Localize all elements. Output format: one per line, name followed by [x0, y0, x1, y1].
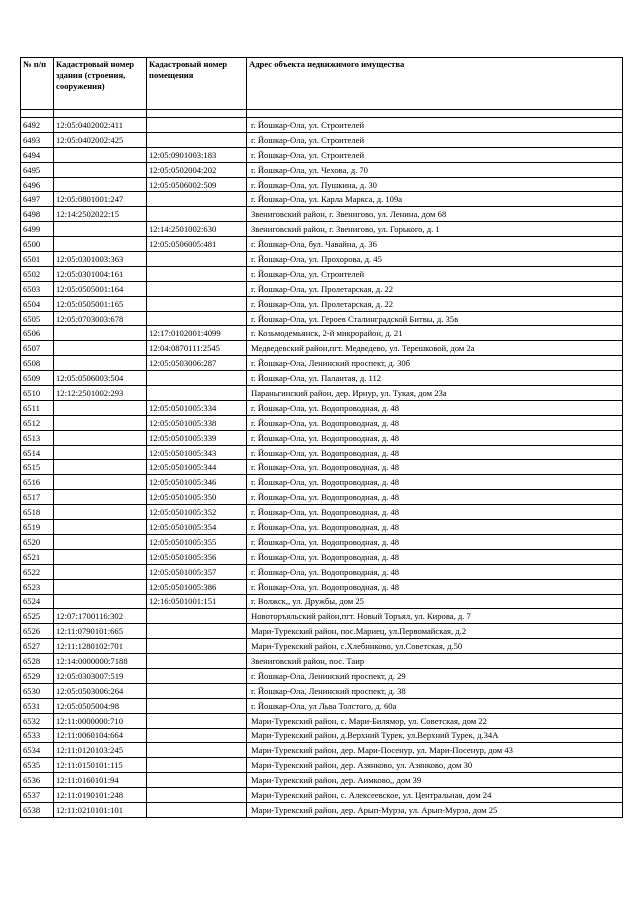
address: г. Йошкар-Ола, ул. Водопроводная, д. 48: [247, 430, 623, 445]
table-row: [21, 475, 623, 490]
room-cadastral-number: [147, 698, 247, 713]
row-number: 6499: [21, 222, 54, 237]
room-cadastral-number: [147, 609, 247, 624]
row-number: 6516: [21, 475, 54, 490]
address: Мари-Турекский район, с. Алексеевское, ул. Центральная, дом 24: [247, 788, 623, 803]
address: г. Йошкар-Ола, ул. Водопроводная, д. 48: [247, 475, 623, 490]
address: г. Йошкар-Ола, ул. Водопроводная, д. 48: [247, 490, 623, 505]
row-number: 6525: [21, 609, 54, 624]
header-address: Адрес объекта недвижимого имущества: [247, 58, 623, 110]
table-row: [21, 400, 623, 415]
address: г. Йошкар-Ола, ул. Водопроводная, д. 48: [247, 505, 623, 520]
building-cadastral-number: [54, 356, 147, 371]
room-cadastral-number: [147, 802, 247, 817]
spacer-row: [21, 110, 623, 118]
spacer-cell: [147, 110, 247, 118]
room-cadastral-number: [147, 118, 247, 133]
address: Мари-Турекский район, д.Верхний Турек, ул.Верхний Турек, д.34А: [247, 728, 623, 743]
address: г. Козьмодемьянск, 2-й микрорайон, д. 21: [247, 326, 623, 341]
header-building-cadastral: Кадастровый номер здания (строения, сооружения): [54, 58, 147, 110]
row-number: 6512: [21, 415, 54, 430]
building-cadastral-number: [54, 326, 147, 341]
address: г. Йошкар-Ола, ул. Прохорова, д. 45: [247, 252, 623, 267]
room-cadastral-number: [147, 296, 247, 311]
row-number: 6520: [21, 534, 54, 549]
table-row: [21, 371, 623, 386]
property-table: [20, 57, 623, 818]
room-cadastral-number: 12:05:0501005:354: [147, 520, 247, 535]
table-row: [21, 460, 623, 475]
room-cadastral-number: 12:05:0501005:343: [147, 445, 247, 460]
address: г. Йошкар-Ола, ул Льва Толстого, д. 60а: [247, 698, 623, 713]
address: Звениговский район, пос. Таир: [247, 654, 623, 669]
building-cadastral-number: [54, 222, 147, 237]
room-cadastral-number: 12:05:0501005:386: [147, 579, 247, 594]
address: г. Йошкар-Ола, ул. Водопроводная, д. 48: [247, 564, 623, 579]
room-cadastral-number: 12:05:0501005:344: [147, 460, 247, 475]
address: Мари-Турекский район, дер. Азянково, ул. Азянково, дом 30: [247, 758, 623, 773]
row-number: 6522: [21, 564, 54, 579]
table-row: [21, 654, 623, 669]
address: г. Йошкар-Ола, ул. Пролетарская, д. 22: [247, 296, 623, 311]
table-body: [21, 110, 623, 818]
table-row: [21, 356, 623, 371]
room-cadastral-number: 12:05:0901003:183: [147, 147, 247, 162]
row-number: 6493: [21, 132, 54, 147]
room-cadastral-number: 12:14:2501002:630: [147, 222, 247, 237]
address: Мари-Турекский район, дер. Арып-Мурза, ул. Арып-Мурза, дом 25: [247, 802, 623, 817]
table-row: [21, 132, 623, 147]
row-number: 6533: [21, 728, 54, 743]
room-cadastral-number: 12:05:0501005:357: [147, 564, 247, 579]
table-row: [21, 326, 623, 341]
row-number: 6503: [21, 281, 54, 296]
building-cadastral-number: 12:05:0503006:264: [54, 683, 147, 698]
room-cadastral-number: [147, 728, 247, 743]
address: г. Волжск,, ул. Дружбы, дом 25: [247, 594, 623, 609]
address: г. Йошкар-Ола, ул. Водопроводная, д. 48: [247, 549, 623, 564]
room-cadastral-number: 12:05:0501005:350: [147, 490, 247, 505]
building-cadastral-number: 12:11:0190101:248: [54, 788, 147, 803]
address: г. Йошкар-Ола, Ленинский проспект, д. 30б: [247, 356, 623, 371]
address: Мари-Турекский район, с.Хлебниково, ул.Советская, д.50: [247, 639, 623, 654]
table-row: [21, 281, 623, 296]
row-number: 6535: [21, 758, 54, 773]
room-cadastral-number: [147, 639, 247, 654]
building-cadastral-number: [54, 430, 147, 445]
address: г. Йошкар-Ола, ул. Строителей: [247, 147, 623, 162]
row-number: 6514: [21, 445, 54, 460]
spacer-cell: [54, 110, 147, 118]
table-row: [21, 177, 623, 192]
address: Медведевский район,пгт. Медведево, ул. Терешковой, дом 2а: [247, 341, 623, 356]
address: г. Йошкар-Ола, ул. Водопроводная, д. 48: [247, 534, 623, 549]
table-row: [21, 430, 623, 445]
address: Параньгинский район, дер. Ирнур, ул. Тукая, дом 23а: [247, 386, 623, 401]
row-number: 6497: [21, 192, 54, 207]
building-cadastral-number: 12:11:0790101:665: [54, 624, 147, 639]
row-number: 6496: [21, 177, 54, 192]
building-cadastral-number: 12:11:0210101:101: [54, 802, 147, 817]
row-number: 6511: [21, 400, 54, 415]
table-row: [21, 341, 623, 356]
room-cadastral-number: [147, 281, 247, 296]
address: г. Йошкар-Ола, ул. Строителей: [247, 266, 623, 281]
room-cadastral-number: 12:05:0502004:202: [147, 162, 247, 177]
row-number: 6531: [21, 698, 54, 713]
building-cadastral-number: [54, 549, 147, 564]
address: г. Йошкар-Ола, ул. Водопроводная, д. 48: [247, 520, 623, 535]
table-row: [21, 758, 623, 773]
building-cadastral-number: [54, 490, 147, 505]
building-cadastral-number: 12:05:0402002:411: [54, 118, 147, 133]
address: г. Йошкар-Ола, ул. Палантая, д. 112: [247, 371, 623, 386]
row-number: 6504: [21, 296, 54, 311]
address: г. Йошкар-Ола, ул. Строителей: [247, 118, 623, 133]
header-room-cadastral: Кадастровый номер помещения: [147, 58, 247, 110]
spacer-cell: [247, 110, 623, 118]
table-row: [21, 639, 623, 654]
room-cadastral-number: 12:05:0503006:287: [147, 356, 247, 371]
row-number: 6498: [21, 207, 54, 222]
address: Мари-Турекский район, дер. Мари-Посенур, ул. Мари-Посенур, дом 43: [247, 743, 623, 758]
building-cadastral-number: [54, 534, 147, 549]
room-cadastral-number: [147, 654, 247, 669]
room-cadastral-number: 12:05:0501005:355: [147, 534, 247, 549]
address: г. Йошкар-Ола, ул. Пушкина, д. 30: [247, 177, 623, 192]
building-cadastral-number: 12:12:2501002:293: [54, 386, 147, 401]
building-cadastral-number: [54, 341, 147, 356]
address: г. Йошкар-Ола, ул. Карла Маркса, д. 109а: [247, 192, 623, 207]
row-number: 6509: [21, 371, 54, 386]
building-cadastral-number: 12:14:2502022:15: [54, 207, 147, 222]
row-number: 6500: [21, 237, 54, 252]
room-cadastral-number: [147, 758, 247, 773]
building-cadastral-number: [54, 579, 147, 594]
building-cadastral-number: [54, 415, 147, 430]
building-cadastral-number: [54, 162, 147, 177]
table-row: [21, 147, 623, 162]
building-cadastral-number: 12:11:0060104:664: [54, 728, 147, 743]
table-row: [21, 520, 623, 535]
building-cadastral-number: [54, 177, 147, 192]
table-row: [21, 564, 623, 579]
room-cadastral-number: [147, 683, 247, 698]
table-row: [21, 788, 623, 803]
room-cadastral-number: 12:05:0501005:352: [147, 505, 247, 520]
building-cadastral-number: [54, 520, 147, 535]
room-cadastral-number: [147, 371, 247, 386]
row-number: 6523: [21, 579, 54, 594]
row-number: 6492: [21, 118, 54, 133]
row-number: 6507: [21, 341, 54, 356]
address: г. Йошкар-Ола, ул. Строителей: [247, 132, 623, 147]
table-row: [21, 579, 623, 594]
header-row: [21, 58, 623, 110]
building-cadastral-number: 12:11:0000000:710: [54, 713, 147, 728]
table-row: [21, 207, 623, 222]
address: г. Йошкар-Ола, ул. Героев Сталинградской Битвы, д. 35в: [247, 311, 623, 326]
building-cadastral-number: 12:05:0505004:98: [54, 698, 147, 713]
table-row: [21, 534, 623, 549]
building-cadastral-number: 12:05:0505001:164: [54, 281, 147, 296]
address: г. Йошкар-Ола, ул. Водопроводная, д. 48: [247, 445, 623, 460]
room-cadastral-number: [147, 743, 247, 758]
building-cadastral-number: 12:05:0303007:519: [54, 668, 147, 683]
spacer-cell: [21, 110, 54, 118]
table-row: [21, 549, 623, 564]
row-number: 6502: [21, 266, 54, 281]
room-cadastral-number: [147, 788, 247, 803]
table-row: [21, 445, 623, 460]
row-number: 6495: [21, 162, 54, 177]
row-number: 6508: [21, 356, 54, 371]
building-cadastral-number: 12:11:1280102:701: [54, 639, 147, 654]
address: г. Йошкар-Ола, ул. Водопроводная, д. 48: [247, 415, 623, 430]
building-cadastral-number: 12:05:0703003:678: [54, 311, 147, 326]
room-cadastral-number: [147, 624, 247, 639]
building-cadastral-number: [54, 400, 147, 415]
table-row: [21, 683, 623, 698]
table-row: [21, 802, 623, 817]
room-cadastral-number: [147, 132, 247, 147]
room-cadastral-number: 12:04:0870111:2545: [147, 341, 247, 356]
row-number: 6526: [21, 624, 54, 639]
room-cadastral-number: [147, 192, 247, 207]
row-number: 6494: [21, 147, 54, 162]
row-number: 6532: [21, 713, 54, 728]
building-cadastral-number: [54, 505, 147, 520]
table-row: [21, 386, 623, 401]
room-cadastral-number: 12:05:0506002:509: [147, 177, 247, 192]
building-cadastral-number: [54, 237, 147, 252]
row-number: 6528: [21, 654, 54, 669]
table-row: [21, 415, 623, 430]
room-cadastral-number: 12:05:0501005:356: [147, 549, 247, 564]
address: Мари-Турекский район, пос.Мариец, ул.Первомайская, д.2: [247, 624, 623, 639]
row-number: 6536: [21, 773, 54, 788]
room-cadastral-number: 12:05:0501005:339: [147, 430, 247, 445]
address: г. Йошкар-Ола, Ленинский проспект, д. 38: [247, 683, 623, 698]
address: г. Йошкар-Ола, ул. Водопроводная, д. 48: [247, 579, 623, 594]
building-cadastral-number: 12:05:0301004:161: [54, 266, 147, 281]
row-number: 6510: [21, 386, 54, 401]
address: г. Йошкар-Ола, Ленинский проспект, д. 29: [247, 668, 623, 683]
room-cadastral-number: [147, 386, 247, 401]
building-cadastral-number: [54, 445, 147, 460]
building-cadastral-number: 12:14:0000000:7188: [54, 654, 147, 669]
room-cadastral-number: [147, 207, 247, 222]
building-cadastral-number: [54, 564, 147, 579]
building-cadastral-number: 12:11:0160101:94: [54, 773, 147, 788]
building-cadastral-number: [54, 594, 147, 609]
building-cadastral-number: 12:11:0120103:245: [54, 743, 147, 758]
building-cadastral-number: [54, 475, 147, 490]
building-cadastral-number: 12:05:0301003:363: [54, 252, 147, 267]
table-row: [21, 505, 623, 520]
building-cadastral-number: 12:11:0150101:115: [54, 758, 147, 773]
row-number: 6537: [21, 788, 54, 803]
table-row: [21, 713, 623, 728]
address: г. Йошкар-Ола, бул. Чавайна, д. 36: [247, 237, 623, 252]
table-row: [21, 296, 623, 311]
table-row: [21, 311, 623, 326]
address: Звениговский район, г. Звенигово, ул. Горького, д. 1: [247, 222, 623, 237]
row-number: 6505: [21, 311, 54, 326]
table-row: [21, 594, 623, 609]
building-cadastral-number: 12:05:0505001:165: [54, 296, 147, 311]
table-row: [21, 252, 623, 267]
row-number: 6524: [21, 594, 54, 609]
row-number: 6534: [21, 743, 54, 758]
table-row: [21, 609, 623, 624]
table-row: [21, 668, 623, 683]
room-cadastral-number: 12:05:0501005:346: [147, 475, 247, 490]
row-number: 6518: [21, 505, 54, 520]
row-number: 6529: [21, 668, 54, 683]
room-cadastral-number: [147, 668, 247, 683]
table-row: [21, 118, 623, 133]
table-row: [21, 624, 623, 639]
row-number: 6519: [21, 520, 54, 535]
room-cadastral-number: 12:05:0506005:481: [147, 237, 247, 252]
header-num: № п/п: [21, 58, 54, 110]
address: Новоторъяльский район,пгт. Новый Торъял, ул. Кирова, д. 7: [247, 609, 623, 624]
row-number: 6538: [21, 802, 54, 817]
row-number: 6513: [21, 430, 54, 445]
row-number: 6517: [21, 490, 54, 505]
building-cadastral-number: [54, 147, 147, 162]
address: Мари-Турекский район, дер. Аимково,, дом 39: [247, 773, 623, 788]
building-cadastral-number: 12:05:0506003:504: [54, 371, 147, 386]
room-cadastral-number: 12:17:0102001:4099: [147, 326, 247, 341]
table-row: [21, 698, 623, 713]
room-cadastral-number: 12:16:0501001:151: [147, 594, 247, 609]
table-row: [21, 490, 623, 505]
building-cadastral-number: [54, 460, 147, 475]
address: г. Йошкар-Ола, ул. Водопроводная, д. 48: [247, 400, 623, 415]
room-cadastral-number: [147, 713, 247, 728]
building-cadastral-number: 12:07:1700116:302: [54, 609, 147, 624]
document-page: [20, 57, 622, 818]
table-row: [21, 743, 623, 758]
row-number: 6501: [21, 252, 54, 267]
address: Мари-Турекский район, с. Мари-Билямор, ул. Советская, дом 22: [247, 713, 623, 728]
row-number: 6527: [21, 639, 54, 654]
room-cadastral-number: [147, 252, 247, 267]
address: Звениговский район, г. Звенигово, ул. Ленина, дом 68: [247, 207, 623, 222]
table-row: [21, 266, 623, 281]
table-row: [21, 237, 623, 252]
table-row: [21, 773, 623, 788]
row-number: 6521: [21, 549, 54, 564]
building-cadastral-number: 12:05:0402002:425: [54, 132, 147, 147]
room-cadastral-number: [147, 773, 247, 788]
table-row: [21, 162, 623, 177]
table-row: [21, 222, 623, 237]
row-number: 6515: [21, 460, 54, 475]
table-row: [21, 192, 623, 207]
row-number: 6530: [21, 683, 54, 698]
address: г. Йошкар-Ола, ул. Пролетарская, д. 22: [247, 281, 623, 296]
table-row: [21, 728, 623, 743]
room-cadastral-number: [147, 311, 247, 326]
room-cadastral-number: [147, 266, 247, 281]
room-cadastral-number: 12:05:0501005:334: [147, 400, 247, 415]
address: г. Йошкар-Ола, ул. Водопроводная, д. 48: [247, 460, 623, 475]
address: г. Йошкар-Ола, ул. Чехова, д. 70: [247, 162, 623, 177]
row-number: 6506: [21, 326, 54, 341]
room-cadastral-number: 12:05:0501005:338: [147, 415, 247, 430]
building-cadastral-number: 12:05:0801001:247: [54, 192, 147, 207]
